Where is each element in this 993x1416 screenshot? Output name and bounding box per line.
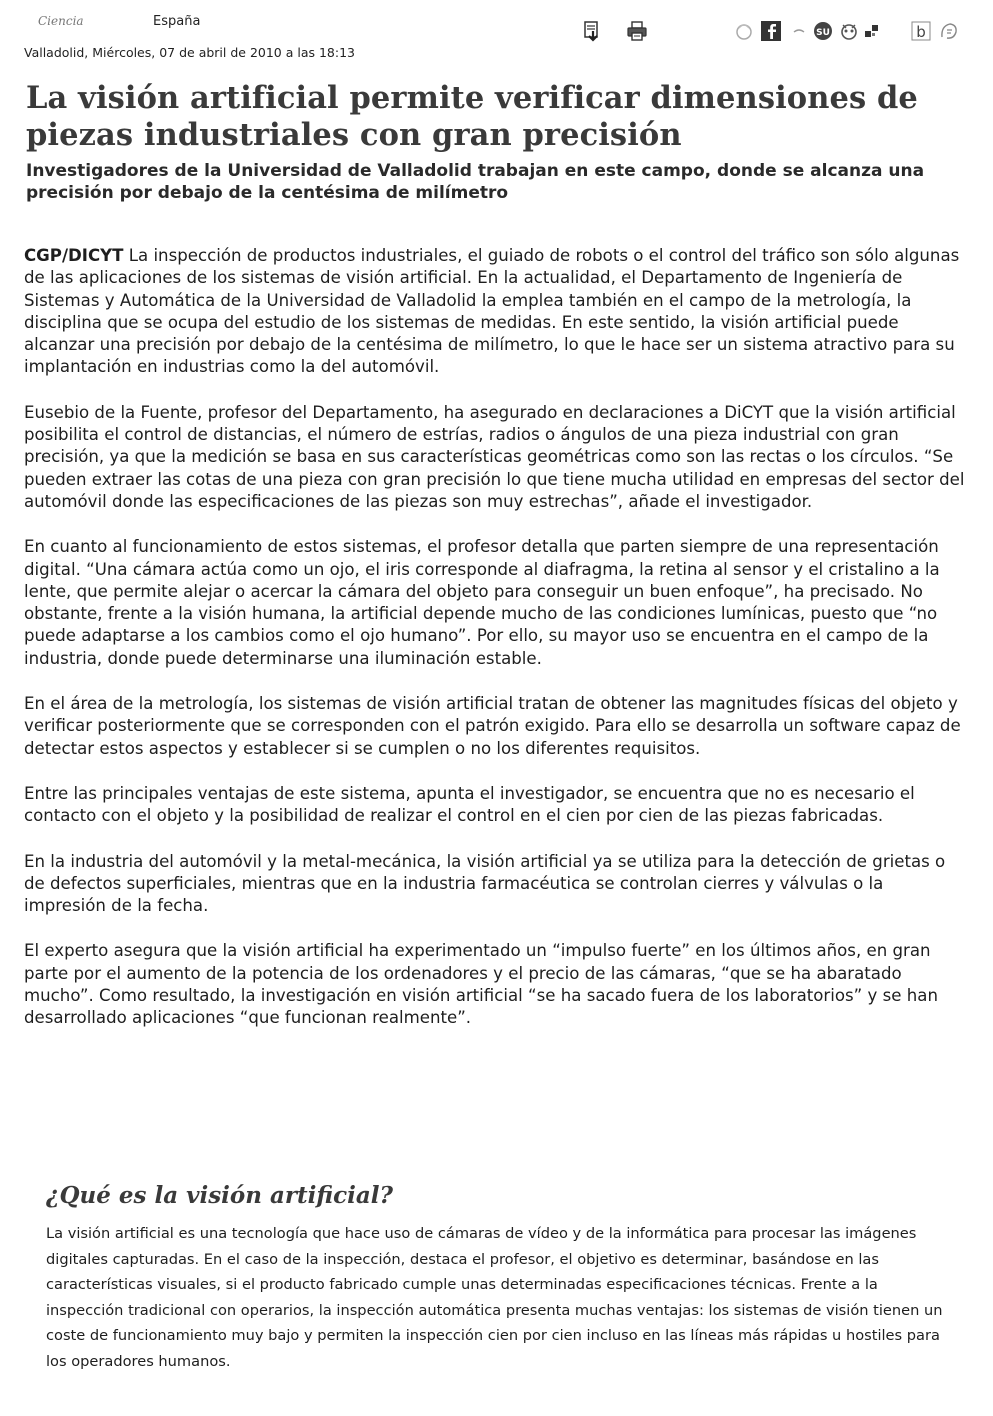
section-label[interactable]: Ciencia bbox=[38, 14, 84, 28]
facebook-icon[interactable] bbox=[760, 20, 782, 44]
blogger-icon[interactable] bbox=[910, 20, 932, 44]
download-icon[interactable] bbox=[582, 20, 604, 42]
sidebar-box-text: La visión artificial es una tecnología que hace uso de cámaras de vídeo y de la informática para procesar las imágenes digitales capturadas. En el caso de la inspección, destaca el profesor, el objetivo es determinar, basándose en las características visuales, si el producto fabricado cumple unas determinadas especificaciones técnicas. Frente a la inspección tradicional con operarios, la inspección automática presenta muchas ventajas: los sistemas de visión tienen un coste de funcionamiento muy bajo y permiten la inspección cien por cien incluso en las líneas más rápidas u hostiles para los operadores humanos. bbox=[46, 1225, 943, 1370]
body-paragraph-3: En el área de la metrología, los sistemas de visión artificial tratan de obtener las magnitudes físicas del objeto y verificar posteriormente que se corresponden con el patrón exigido. Para ello se desarrolla un software capaz de detectar estos aspectos y establecer si se cumplen o no los diferentes requisitos. bbox=[24, 694, 961, 758]
body-paragraph-4: Entre las principales ventajas de este sistema, apunta el investigador, se encuentra que no es necesario el contacto con el objeto y la posibilidad de realizar el control en el cien por cien de las piezas fabricadas. bbox=[24, 783, 915, 826]
country-label[interactable]: España bbox=[153, 14, 201, 29]
body-paragraph-5: En la industria del automóvil y la metal-mecánica, la visión artificial ya se utiliza para la detección de grietas o de defectos superficiales, mientras que en la industria farmacéutica se controlan cierres y válvulas o la impresión de la fecha. bbox=[24, 851, 946, 916]
meneame-icon[interactable] bbox=[733, 20, 755, 44]
delicious-icon[interactable] bbox=[788, 20, 810, 44]
body-paragraph-2: En cuanto al funcionamiento de estos sistemas, el profesor detalla que parten siempre de una representación digital. “Una cámara actúa como un ojo, el iris corresponde al diafragma, la retina al sensor y el cristalino a la lente, que permite alejar o acercar la cámara del objeto para conseguir un buen enfoque”, ha precisado. No obstante, frente a la visión humana, la artificial depende mucho de las condiciones lumínicas, puesto que “no puede adaptarse a los cambios como el ojo humano”. Por ello, su mayor uso se encuentra en el campo de la industria, donde puede determinarse una iluminación estable. bbox=[24, 537, 940, 668]
lead-paragraph bbox=[24, 245, 969, 379]
dateline: Valladolid, Miércoles, 07 de abril de 2010 a las 18:13 bbox=[24, 45, 355, 60]
article-body bbox=[24, 245, 969, 1053]
sidebar-box-title: ¿Qué es la visión artificial? bbox=[46, 1182, 393, 1209]
bitacoras-icon[interactable] bbox=[938, 20, 960, 44]
body-paragraph-1: Eusebio de la Fuente, profesor del Departamento, ha asegurado en declaraciones a DiCYT que la visión artificial posibilita el control de distancias, el número de estrías, radios o ángulos de una pieza industrial con gran precisión, ya que la medición se basa en sus características geométricas como son las rectas o los círculos. “Se pueden extraer las cotas de una pieza con gran precisión lo que tiene mucha utilidad en empresas del sector del automóvil donde las especificaciones de las piezas son muy estrechas”, añade el investigador. bbox=[24, 402, 965, 511]
body-paragraph-6: El experto asegura que la visión artificial ha experimentado un “impulso fuerte” en los últimos años, en gran parte por el aumento de la potencia de los ordenadores y el precio de las cámaras, “que se ha abaratado mucho”. Como resultado, la investigación en visión artificial “se ha sacado fuera de los laboratorios” y se han desarrollado aplicaciones “que funcionan realmente”. bbox=[24, 941, 938, 1028]
svg-text:b: b bbox=[916, 23, 926, 41]
agency-byline: CGP/DICYT bbox=[24, 246, 124, 265]
technorati-icon[interactable] bbox=[812, 20, 834, 44]
google-icon[interactable] bbox=[862, 20, 884, 44]
print-icon[interactable] bbox=[626, 20, 648, 42]
digg-icon[interactable] bbox=[838, 20, 860, 44]
article-subtitle: Investigadores de la Universidad de Valladolid trabajan en este campo, donde se alcanza una precisión por debajo de la centésima de milímetro bbox=[26, 161, 925, 203]
lead-text: La inspección de productos industriales, el guiado de robots o el control del tráfico son sólo algunas de las aplicaciones de los sistemas de visión artificial. En la actualidad, el Departamento de Ingeniería de Sistemas y Automática de la Universidad de Valladolid la emplea también en el campo de la metrología, la disciplina que se ocupa del estudio de los sistemas de medidas. En este sentido, la visión artificial puede alcanzar una precisión por debajo de la centésima de milímetro, lo que le hace ser un sistema atractivo para su implantación en industrias como la del automóvil. bbox=[24, 246, 960, 377]
article-title: La visión artificial permite verificar dimensiones de piezas industriales con gran precisión bbox=[26, 80, 918, 153]
svg-text:SU: SU bbox=[816, 28, 830, 38]
